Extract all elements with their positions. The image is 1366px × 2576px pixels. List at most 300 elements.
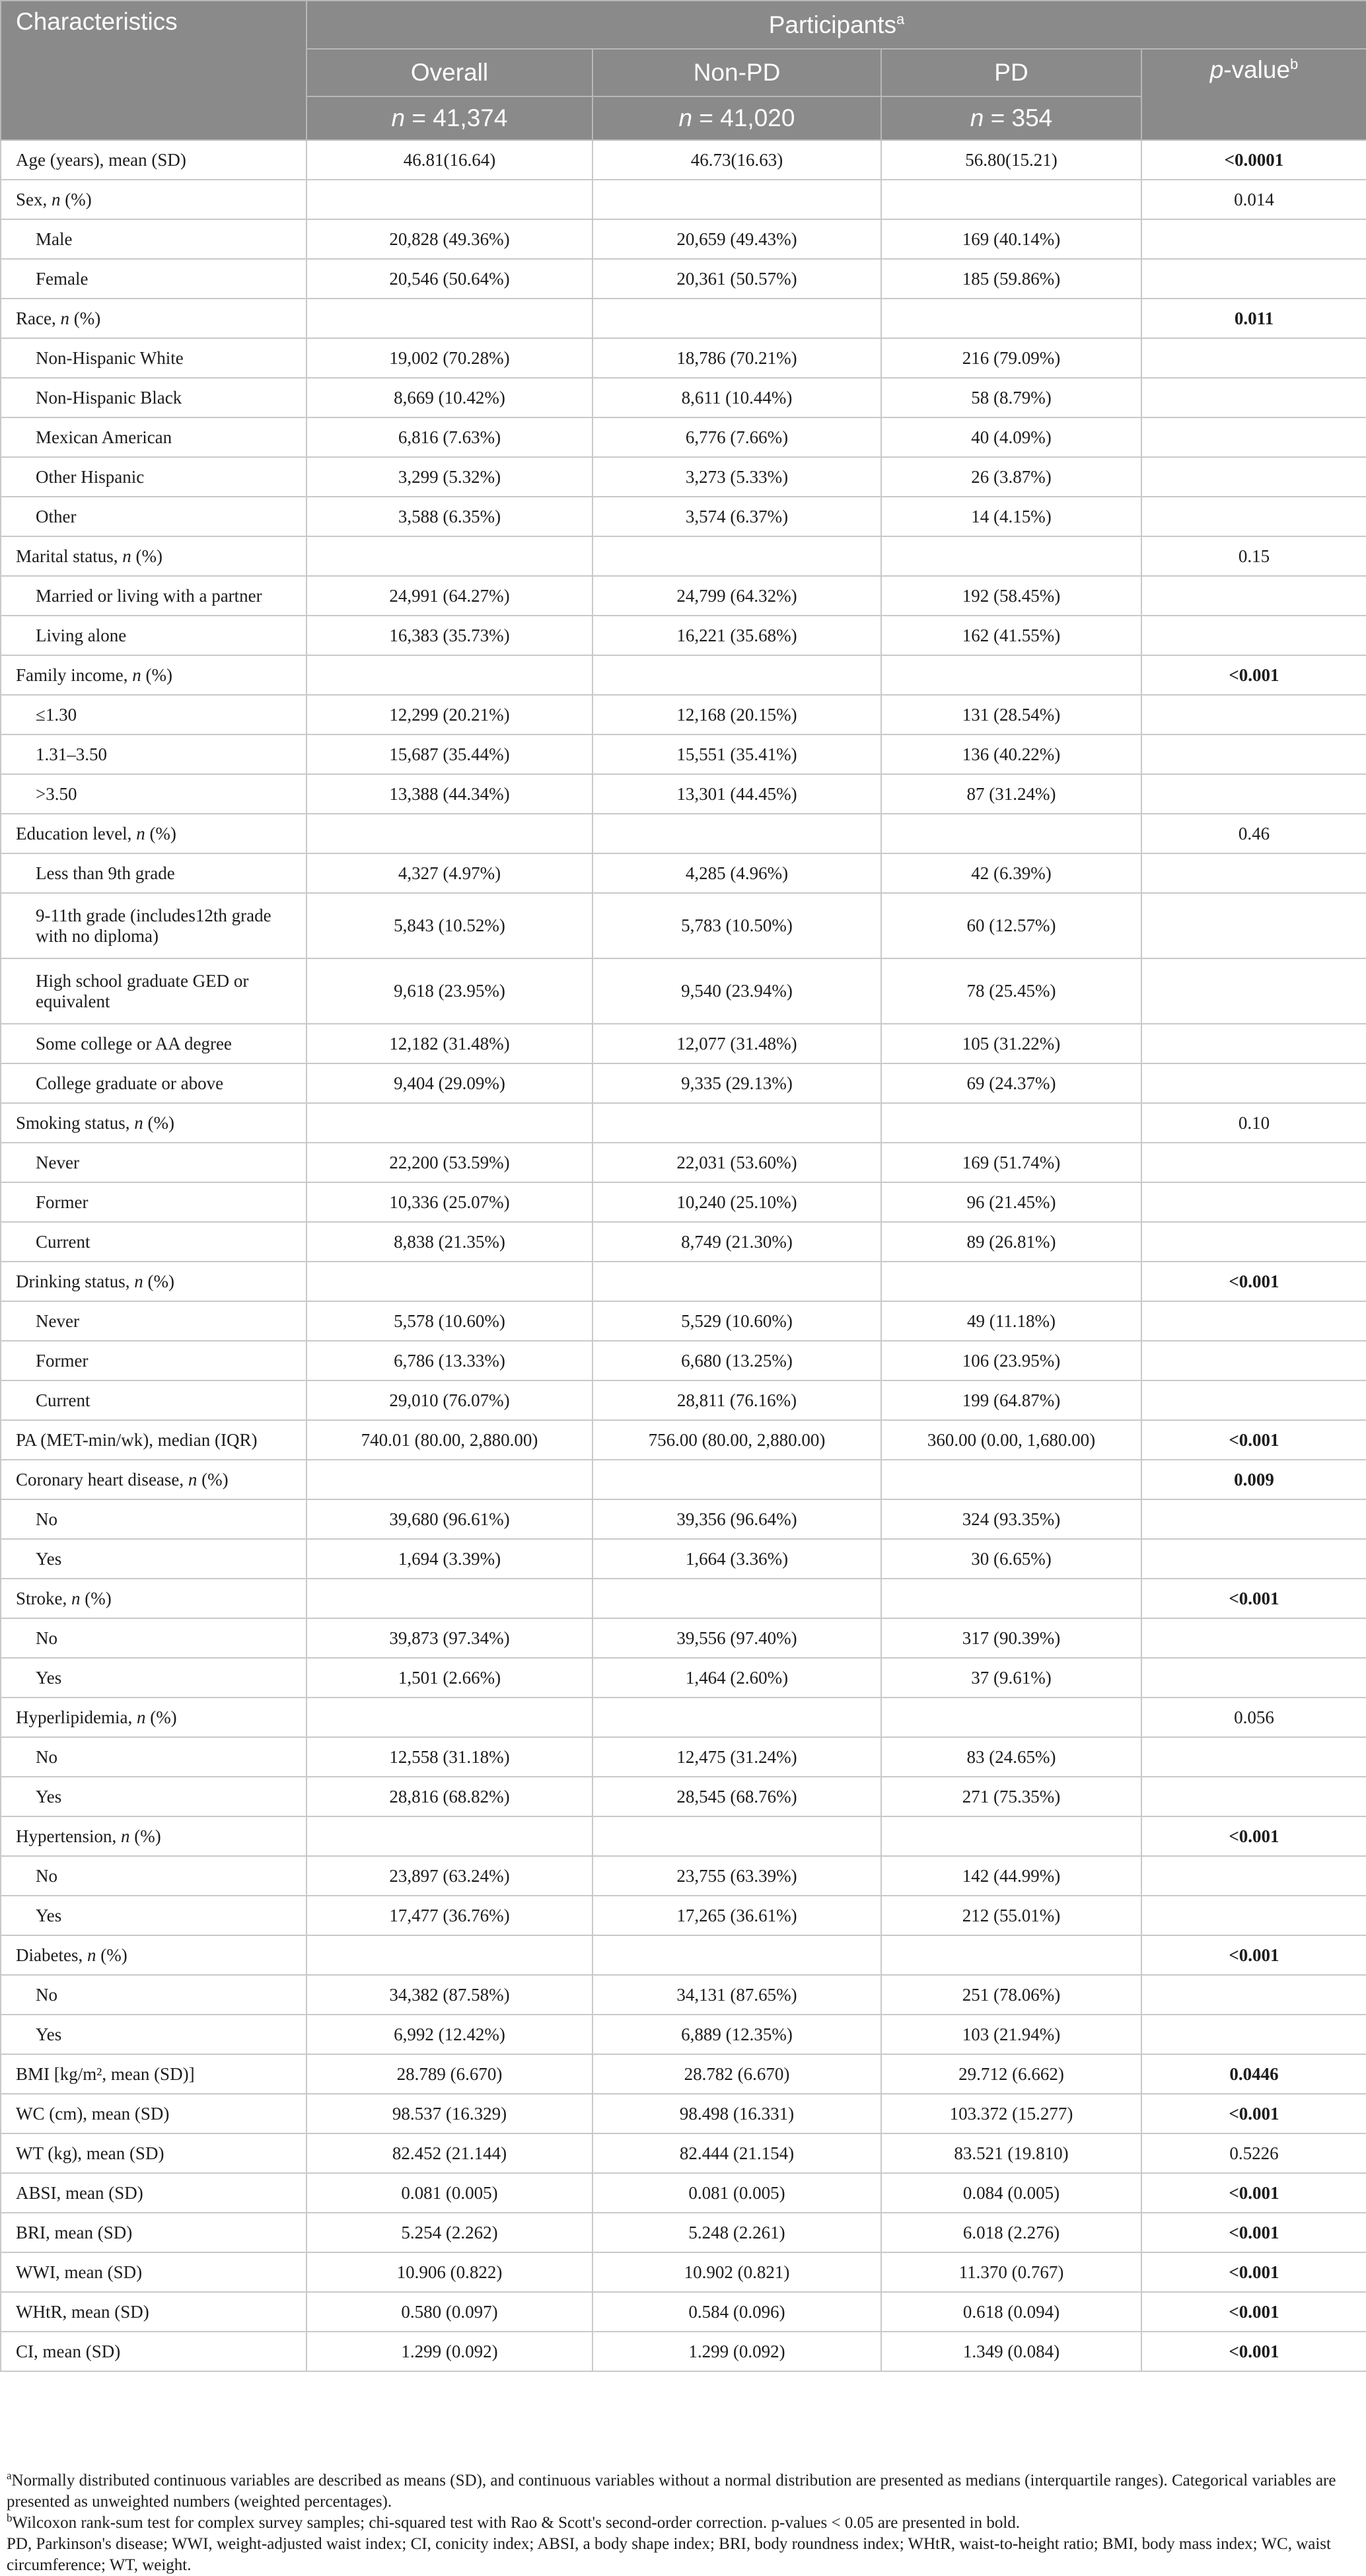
row-label: Education level, n (%)	[1, 814, 306, 853]
pd-cell	[881, 1103, 1141, 1143]
nonpd-cell: 16,221 (35.68%)	[593, 616, 881, 655]
overall-cell: 6,992 (12.42%)	[306, 2015, 593, 2054]
table-body	[1, 140, 1366, 2371]
table-row	[1, 1024, 1366, 1063]
nonpd-cell: 1,464 (2.60%)	[593, 1658, 881, 1698]
table-row	[1, 2094, 1366, 2133]
row-label: WHtR, mean (SD)	[1, 2292, 306, 2332]
header-pd-n	[881, 96, 1141, 140]
pvalue-cell	[1141, 1658, 1366, 1698]
table-row	[1, 734, 1366, 774]
pd-cell	[881, 1816, 1141, 1856]
pvalue-cell	[1141, 1856, 1366, 1896]
table-row	[1, 655, 1366, 695]
nonpd-cell: 8,611 (10.44%)	[593, 378, 881, 417]
table-row	[1, 576, 1366, 616]
table-row	[1, 1698, 1366, 1737]
row-label: Yes	[1, 1658, 306, 1698]
overall-cell: 3,588 (6.35%)	[306, 497, 593, 536]
nonpd-cell: 3,273 (5.33%)	[593, 457, 881, 497]
pvalue-cell	[1141, 259, 1366, 299]
row-label: 1.31–3.50	[1, 734, 306, 774]
row-label: Yes	[1, 1896, 306, 1935]
pvalue-cell	[1141, 1380, 1366, 1420]
overall-cell: 28,816 (68.82%)	[306, 1777, 593, 1816]
row-label: Former	[1, 1341, 306, 1380]
row-label: Yes	[1, 1539, 306, 1579]
pvalue-cell: 0.10	[1141, 1103, 1366, 1143]
overall-cell: 13,388 (44.34%)	[306, 774, 593, 814]
pvalue-cell	[1141, 1063, 1366, 1103]
row-label: BMI [kg/m², mean (SD)]	[1, 2054, 306, 2094]
pvalue-cell	[1141, 1024, 1366, 1063]
row-label: Coronary heart disease, n (%)	[1, 1460, 306, 1499]
row-label: Sex, n (%)	[1, 180, 306, 219]
table-row	[1, 338, 1366, 378]
nonpd-cell: 1.299 (0.092)	[593, 2332, 881, 2371]
table-row	[1, 1737, 1366, 1777]
participants-label: Participants	[768, 11, 897, 38]
table-row	[1, 2252, 1366, 2292]
table-row	[1, 1816, 1366, 1856]
nonpd-cell: 10,240 (25.10%)	[593, 1182, 881, 1222]
nonpd-cell	[593, 814, 881, 853]
nonpd-cell	[593, 655, 881, 695]
pd-cell: 58 (8.79%)	[881, 378, 1141, 417]
pvalue-cell: 0.5226	[1141, 2133, 1366, 2173]
nonpd-cell: 3,574 (6.37%)	[593, 497, 881, 536]
pd-cell: 96 (21.45%)	[881, 1182, 1141, 1222]
header-characteristics: Characteristics	[1, 1, 306, 140]
pvalue-cell	[1141, 378, 1366, 417]
overall-cell: 5.254 (2.262)	[306, 2213, 593, 2252]
pvalue-cell: <0.001	[1141, 2173, 1366, 2213]
overall-cell: 9,404 (29.09%)	[306, 1063, 593, 1103]
pvalue-cell	[1141, 958, 1366, 1024]
nonpd-cell	[593, 1816, 881, 1856]
pd-cell: 0.618 (0.094)	[881, 2292, 1141, 2332]
overall-cell: 98.537 (16.329)	[306, 2094, 593, 2133]
overall-cell: 8,838 (21.35%)	[306, 1222, 593, 1262]
overall-cell: 12,182 (31.48%)	[306, 1024, 593, 1063]
pvalue-cell	[1141, 1341, 1366, 1380]
pd-cell	[881, 655, 1141, 695]
table-row	[1, 1896, 1366, 1935]
pd-cell: 69 (24.37%)	[881, 1063, 1141, 1103]
row-label: Yes	[1, 2015, 306, 2054]
pd-cell: 78 (25.45%)	[881, 958, 1141, 1024]
pd-cell	[881, 180, 1141, 219]
nonpd-cell: 98.498 (16.331)	[593, 2094, 881, 2133]
overall-cell	[306, 180, 593, 219]
nonpd-cell: 12,475 (31.24%)	[593, 1737, 881, 1777]
nonpd-cell: 6,776 (7.66%)	[593, 417, 881, 457]
header-nonpd: Non-PD	[593, 49, 881, 96]
overall-cell	[306, 1262, 593, 1301]
pvalue-cell: <0.001	[1141, 1420, 1366, 1460]
nonpd-cell: 5,529 (10.60%)	[593, 1301, 881, 1341]
pvalue-cell	[1141, 497, 1366, 536]
row-label: Race, n (%)	[1, 299, 306, 338]
pd-cell	[881, 1935, 1141, 1975]
pd-cell: 192 (58.45%)	[881, 576, 1141, 616]
overall-cell: 0.081 (0.005)	[306, 2173, 593, 2213]
pd-n-value: = 354	[984, 104, 1053, 131]
overall-cell	[306, 655, 593, 695]
row-label: WC (cm), mean (SD)	[1, 2094, 306, 2133]
overall-cell: 39,680 (96.61%)	[306, 1499, 593, 1539]
nonpd-cell: 8,749 (21.30%)	[593, 1222, 881, 1262]
pvalue-cell	[1141, 1618, 1366, 1658]
pvalue-cell: <0.001	[1141, 1262, 1366, 1301]
pd-cell: 360.00 (0.00, 1,680.00)	[881, 1420, 1141, 1460]
pd-cell: 251 (78.06%)	[881, 1975, 1141, 2015]
row-label: WWI, mean (SD)	[1, 2252, 306, 2292]
pvalue-cell	[1141, 1777, 1366, 1816]
nonpd-cell: 0.584 (0.096)	[593, 2292, 881, 2332]
pd-cell: 30 (6.65%)	[881, 1539, 1141, 1579]
table-row	[1, 378, 1366, 417]
header-participants	[306, 1, 1366, 49]
pvalue-cell	[1141, 774, 1366, 814]
row-label: Hypertension, n (%)	[1, 1816, 306, 1856]
nonpd-cell: 6,889 (12.35%)	[593, 2015, 881, 2054]
pvalue-p: p	[1209, 56, 1224, 83]
pvalue-cell	[1141, 1182, 1366, 1222]
nonpd-cell: 6,680 (13.25%)	[593, 1341, 881, 1380]
pvalue-cell	[1141, 576, 1366, 616]
pvalue-cell	[1141, 1539, 1366, 1579]
row-label: BRI, mean (SD)	[1, 2213, 306, 2252]
row-label: 9-11th grade (includes12th grade with no diploma)	[1, 893, 306, 958]
overall-cell: 29,010 (76.07%)	[306, 1380, 593, 1420]
overall-cell: 28.789 (6.670)	[306, 2054, 593, 2094]
footnote-mark-a: a	[896, 11, 905, 28]
pd-cell: 56.80(15.21)	[881, 140, 1141, 180]
overall-cell	[306, 1103, 593, 1143]
pvalue-cell: <0.001	[1141, 2252, 1366, 2292]
nonpd-cell: 4,285 (4.96%)	[593, 853, 881, 893]
nonpd-n-value: = 41,020	[692, 104, 795, 131]
row-label: Living alone	[1, 616, 306, 655]
overall-cell: 19,002 (70.28%)	[306, 338, 593, 378]
row-label: Family income, n (%)	[1, 655, 306, 695]
row-label: Hyperlipidemia, n (%)	[1, 1698, 306, 1737]
pd-cell: 317 (90.39%)	[881, 1618, 1141, 1658]
pvalue-cell	[1141, 853, 1366, 893]
nonpd-cell	[593, 536, 881, 576]
nonpd-cell	[593, 1460, 881, 1499]
nonpd-cell: 5,783 (10.50%)	[593, 893, 881, 958]
pvalue-cell: 0.011	[1141, 299, 1366, 338]
nonpd-cell: 28,545 (68.76%)	[593, 1777, 881, 1816]
pd-cell: 40 (4.09%)	[881, 417, 1141, 457]
pd-cell: 212 (55.01%)	[881, 1896, 1141, 1935]
row-label: Age (years), mean (SD)	[1, 140, 306, 180]
row-label: WT (kg), mean (SD)	[1, 2133, 306, 2173]
table-row	[1, 1103, 1366, 1143]
table-row	[1, 2173, 1366, 2213]
header-pvalue	[1141, 49, 1366, 140]
pd-cell: 271 (75.35%)	[881, 1777, 1141, 1816]
row-label: Non-Hispanic White	[1, 338, 306, 378]
pvalue-cell	[1141, 1301, 1366, 1341]
n-symbol: n	[391, 104, 406, 131]
row-label: Former	[1, 1182, 306, 1222]
pvalue-cell: <0.001	[1141, 2292, 1366, 2332]
pvalue-cell	[1141, 1896, 1366, 1935]
pd-cell: 1.349 (0.084)	[881, 2332, 1141, 2371]
row-label: Drinking status, n (%)	[1, 1262, 306, 1301]
pvalue-cell: <0.0001	[1141, 140, 1366, 180]
table-row	[1, 1499, 1366, 1539]
table-header	[1, 1, 1366, 140]
row-label: Less than 9th grade	[1, 853, 306, 893]
table-row	[1, 180, 1366, 219]
nonpd-cell	[593, 1935, 881, 1975]
pd-cell: 6.018 (2.276)	[881, 2213, 1141, 2252]
pd-cell: 11.370 (0.767)	[881, 2252, 1141, 2292]
row-label: Mexican American	[1, 417, 306, 457]
pvalue-cell: <0.001	[1141, 1816, 1366, 1856]
nonpd-cell: 9,540 (23.94%)	[593, 958, 881, 1024]
row-label: Diabetes, n (%)	[1, 1935, 306, 1975]
overall-cell: 82.452 (21.144)	[306, 2133, 593, 2173]
nonpd-cell: 23,755 (63.39%)	[593, 1856, 881, 1896]
overall-cell: 1,694 (3.39%)	[306, 1539, 593, 1579]
pd-cell: 89 (26.81%)	[881, 1222, 1141, 1262]
table-row	[1, 814, 1366, 853]
pvalue-cell	[1141, 893, 1366, 958]
overall-cell	[306, 1816, 593, 1856]
header-pd: PD	[881, 49, 1141, 96]
pd-cell: 142 (44.99%)	[881, 1856, 1141, 1896]
table-row	[1, 2015, 1366, 2054]
table-row	[1, 1539, 1366, 1579]
pvalue-cell: <0.001	[1141, 2094, 1366, 2133]
row-label: Current	[1, 1222, 306, 1262]
table-row	[1, 1460, 1366, 1499]
row-label: Non-Hispanic Black	[1, 378, 306, 417]
overall-cell: 10,336 (25.07%)	[306, 1182, 593, 1222]
table-row	[1, 1380, 1366, 1420]
pd-cell: 60 (12.57%)	[881, 893, 1141, 958]
row-label: College graduate or above	[1, 1063, 306, 1103]
pd-cell: 37 (9.61%)	[881, 1658, 1141, 1698]
footnote-b	[7, 2513, 1359, 2534]
overall-cell: 5,578 (10.60%)	[306, 1301, 593, 1341]
pd-cell: 0.084 (0.005)	[881, 2173, 1141, 2213]
overall-n-value: = 41,374	[405, 104, 508, 131]
table-row	[1, 417, 1366, 457]
overall-cell: 22,200 (53.59%)	[306, 1143, 593, 1182]
row-label: No	[1, 1737, 306, 1777]
nonpd-cell: 22,031 (53.60%)	[593, 1143, 881, 1182]
table-row	[1, 1935, 1366, 1975]
pd-cell: 162 (41.55%)	[881, 616, 1141, 655]
row-label: Never	[1, 1143, 306, 1182]
overall-cell: 24,991 (64.27%)	[306, 576, 593, 616]
table-row	[1, 1618, 1366, 1658]
pd-cell: 83 (24.65%)	[881, 1737, 1141, 1777]
pd-cell: 26 (3.87%)	[881, 457, 1141, 497]
table-row	[1, 1222, 1366, 1262]
nonpd-cell: 18,786 (70.21%)	[593, 338, 881, 378]
table-row	[1, 853, 1366, 893]
overall-cell: 10.906 (0.822)	[306, 2252, 593, 2292]
pd-cell: 324 (93.35%)	[881, 1499, 1141, 1539]
overall-cell: 46.81(16.64)	[306, 140, 593, 180]
nonpd-cell: 1,664 (3.36%)	[593, 1539, 881, 1579]
footnote-b-text: Wilcoxon rank-sum test for complex survey samples; chi-squared test with Rao & Scott's second-order correction. p-values < 0.05 are presented in bold.	[12, 2514, 1021, 2532]
footnote-abbreviations: PD, Parkinson's disease; WWI, weight-adjusted waist index; CI, conicity index; ABSI, a body shape index; BRI, body roundness index; WHtR, waist-to-height ratio; BMI, body mass index; WC, waist circumference; WT, weight.	[7, 2535, 1331, 2574]
nonpd-cell: 28.782 (6.670)	[593, 2054, 881, 2094]
table-row	[1, 140, 1366, 180]
nonpd-cell: 28,811 (76.16%)	[593, 1380, 881, 1420]
footnote-a	[7, 2470, 1359, 2513]
overall-cell	[306, 1935, 593, 1975]
pd-cell: 199 (64.87%)	[881, 1380, 1141, 1420]
overall-cell	[306, 299, 593, 338]
pd-cell: 106 (23.95%)	[881, 1341, 1141, 1380]
pd-cell: 216 (79.09%)	[881, 338, 1141, 378]
pvalue-cell	[1141, 1975, 1366, 2015]
pd-cell: 42 (6.39%)	[881, 853, 1141, 893]
table-row	[1, 616, 1366, 655]
nonpd-cell: 9,335 (29.13%)	[593, 1063, 881, 1103]
overall-cell: 6,816 (7.63%)	[306, 417, 593, 457]
header-overall: Overall	[306, 49, 593, 96]
nonpd-cell: 12,077 (31.48%)	[593, 1024, 881, 1063]
nonpd-cell: 12,168 (20.15%)	[593, 695, 881, 734]
pvalue-cell	[1141, 1143, 1366, 1182]
header-nonpd-n	[593, 96, 881, 140]
pvalue-cell	[1141, 616, 1366, 655]
pvalue-cell: <0.001	[1141, 1579, 1366, 1618]
table-row	[1, 299, 1366, 338]
row-label: Current	[1, 1380, 306, 1420]
pvalue-cell	[1141, 734, 1366, 774]
nonpd-cell: 82.444 (21.154)	[593, 2133, 881, 2173]
nonpd-cell: 39,556 (97.40%)	[593, 1618, 881, 1658]
table-row	[1, 1856, 1366, 1896]
table-row	[1, 1420, 1366, 1460]
pd-cell: 49 (11.18%)	[881, 1301, 1141, 1341]
row-label: Marital status, n (%)	[1, 536, 306, 576]
pvalue-cell	[1141, 1737, 1366, 1777]
overall-cell	[306, 1698, 593, 1737]
pvalue-cell: 0.15	[1141, 536, 1366, 576]
row-label: No	[1, 1618, 306, 1658]
nonpd-cell: 0.081 (0.005)	[593, 2173, 881, 2213]
row-label: CI, mean (SD)	[1, 2332, 306, 2371]
overall-cell: 17,477 (36.76%)	[306, 1896, 593, 1935]
pvalue-cell	[1141, 417, 1366, 457]
pvalue-cell: <0.001	[1141, 2213, 1366, 2252]
overall-cell: 15,687 (35.44%)	[306, 734, 593, 774]
pd-cell: 131 (28.54%)	[881, 695, 1141, 734]
nonpd-cell	[593, 299, 881, 338]
overall-cell: 34,382 (87.58%)	[306, 1975, 593, 2015]
table-row	[1, 1063, 1366, 1103]
pd-cell: 169 (40.14%)	[881, 219, 1141, 259]
pd-cell	[881, 1460, 1141, 1499]
pvalue-cell: 0.009	[1141, 1460, 1366, 1499]
pvalue-cell: 0.014	[1141, 180, 1366, 219]
nonpd-cell: 10.902 (0.821)	[593, 2252, 881, 2292]
pd-cell: 83.521 (19.810)	[881, 2133, 1141, 2173]
overall-cell: 16,383 (35.73%)	[306, 616, 593, 655]
overall-cell: 6,786 (13.33%)	[306, 1341, 593, 1380]
overall-cell: 4,327 (4.97%)	[306, 853, 593, 893]
pvalue-cell	[1141, 1499, 1366, 1539]
overall-cell: 39,873 (97.34%)	[306, 1618, 593, 1658]
pvalue-cell: 0.46	[1141, 814, 1366, 853]
pvalue-cell	[1141, 219, 1366, 259]
overall-cell: 1.299 (0.092)	[306, 2332, 593, 2371]
nonpd-cell	[593, 180, 881, 219]
nonpd-cell: 39,356 (96.64%)	[593, 1499, 881, 1539]
pvalue-cell: 0.056	[1141, 1698, 1366, 1737]
overall-cell: 12,299 (20.21%)	[306, 695, 593, 734]
pd-cell: 136 (40.22%)	[881, 734, 1141, 774]
table-row	[1, 2054, 1366, 2094]
nonpd-cell: 20,659 (49.43%)	[593, 219, 881, 259]
row-label: ≤1.30	[1, 695, 306, 734]
row-label: No	[1, 1856, 306, 1896]
nonpd-cell	[593, 1698, 881, 1737]
table-row	[1, 1579, 1366, 1618]
nonpd-cell: 17,265 (36.61%)	[593, 1896, 881, 1935]
footnote-a-text: Normally distributed continuous variables are described as means (SD), and continuous variables without a normal distribution are presented as medians (interquartile ranges). Categorical variables are presented as unweighted numbers (weighted percentages).	[7, 2472, 1336, 2511]
pd-cell	[881, 536, 1141, 576]
nonpd-cell: 756.00 (80.00, 2,880.00)	[593, 1420, 881, 1460]
overall-cell: 0.580 (0.097)	[306, 2292, 593, 2332]
table-row	[1, 2332, 1366, 2371]
nonpd-cell	[593, 1262, 881, 1301]
table-row	[1, 1262, 1366, 1301]
row-label: PA (MET-min/wk), median (IQR)	[1, 1420, 306, 1460]
pd-cell: 87 (31.24%)	[881, 774, 1141, 814]
nonpd-cell: 13,301 (44.45%)	[593, 774, 881, 814]
table-row	[1, 1658, 1366, 1698]
pd-cell	[881, 814, 1141, 853]
table-row	[1, 893, 1366, 958]
row-label: >3.50	[1, 774, 306, 814]
pd-cell: 169 (51.74%)	[881, 1143, 1141, 1182]
overall-cell: 20,546 (50.64%)	[306, 259, 593, 299]
table-row	[1, 695, 1366, 734]
pvalue-cell	[1141, 457, 1366, 497]
overall-cell: 20,828 (49.36%)	[306, 219, 593, 259]
pd-cell: 105 (31.22%)	[881, 1024, 1141, 1063]
table-row	[1, 457, 1366, 497]
footnote-a-mark: a	[7, 2469, 12, 2482]
pd-cell	[881, 1579, 1141, 1618]
overall-cell	[306, 814, 593, 853]
header-overall-n	[306, 96, 593, 140]
pd-cell: 103.372 (15.277)	[881, 2094, 1141, 2133]
table-row	[1, 219, 1366, 259]
nonpd-cell: 15,551 (35.41%)	[593, 734, 881, 774]
pd-cell: 14 (4.15%)	[881, 497, 1141, 536]
nonpd-cell: 20,361 (50.57%)	[593, 259, 881, 299]
row-label: High school graduate GED or equivalent	[1, 958, 306, 1024]
nonpd-cell: 34,131 (87.65%)	[593, 1975, 881, 2015]
pvalue-cell: <0.001	[1141, 2332, 1366, 2371]
row-label: Other Hispanic	[1, 457, 306, 497]
table-row	[1, 497, 1366, 536]
